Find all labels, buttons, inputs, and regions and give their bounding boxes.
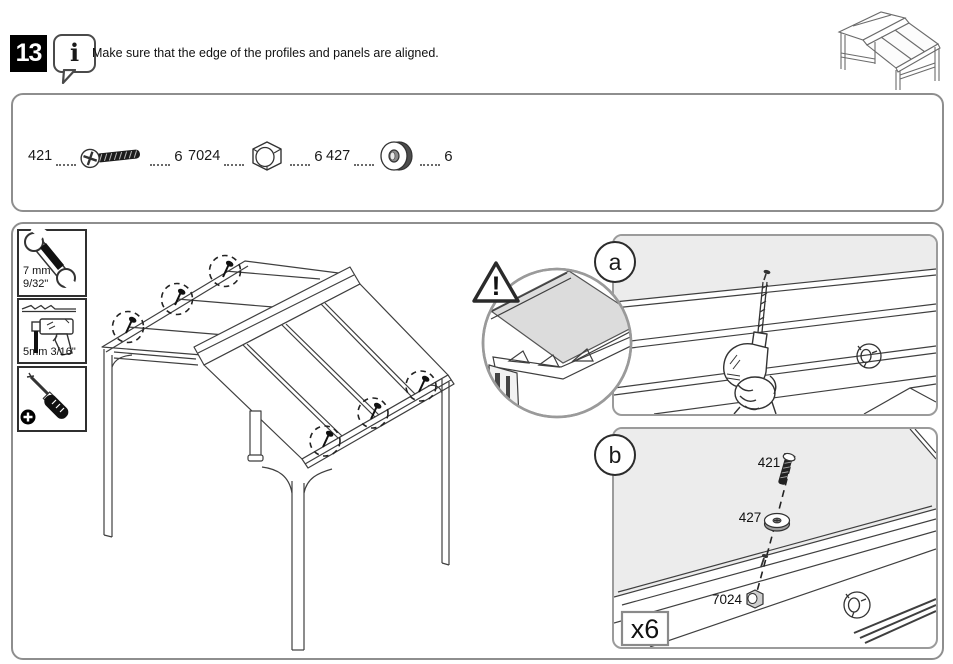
dotted-leader xyxy=(354,163,374,166)
info-bubble-tail xyxy=(60,69,76,84)
info-icon: i xyxy=(69,37,80,67)
exploded-fastener-illustration xyxy=(614,429,936,647)
drilling-detail-illustration xyxy=(614,236,936,414)
part-entry-screw xyxy=(28,133,183,179)
part-quantity: 6 xyxy=(444,147,453,165)
dotted-leader xyxy=(150,163,170,166)
tool-size-label: 7 mm 9/32" xyxy=(23,264,51,291)
alignment-magnifier-detail xyxy=(465,257,649,427)
detail-panel-b xyxy=(612,427,938,649)
exploded-washer xyxy=(765,514,790,532)
step-number-badge: 13 xyxy=(10,35,47,72)
callout-nut-number: 7024 xyxy=(711,592,743,607)
detail-panel-a xyxy=(612,234,938,416)
screw-icon xyxy=(80,141,146,171)
tool-box-drill xyxy=(17,298,87,364)
nut-icon xyxy=(248,140,286,172)
dotted-leader xyxy=(56,163,76,166)
part-number: 7024 xyxy=(188,148,221,164)
part-number: 421 xyxy=(28,148,53,164)
part-quantity: 6 xyxy=(174,147,183,165)
dotted-leader xyxy=(224,163,244,166)
tool-box-wrench xyxy=(17,229,87,297)
panel-label-a: a xyxy=(594,241,636,283)
washer-icon xyxy=(378,139,416,173)
part-quantity: 6 xyxy=(314,147,323,165)
pergola-thumbnail xyxy=(831,2,951,92)
tool-box-screwdriver xyxy=(17,366,87,432)
callout-washer-number: 427 xyxy=(738,510,762,525)
part-entry-washer xyxy=(326,133,453,179)
callout-screw-number: 421 xyxy=(757,455,781,470)
info-bubble xyxy=(53,34,96,73)
exploded-nut xyxy=(747,590,763,608)
dotted-leader xyxy=(420,163,440,166)
tool-size-label: 5mm 3/16" xyxy=(23,346,76,359)
dotted-leader xyxy=(290,163,310,166)
screwdriver-icon xyxy=(19,368,81,426)
warning-exclamation: ! xyxy=(491,271,501,301)
part-number: 427 xyxy=(326,148,351,164)
quantity-label: x6 xyxy=(630,614,660,644)
part-entry-nut xyxy=(188,133,323,179)
instruction-text: Make sure that the edge of the profiles and panels are aligned. xyxy=(92,46,439,60)
pergola-assembly-illustration xyxy=(92,235,477,660)
panel-label-b: b xyxy=(594,434,636,476)
